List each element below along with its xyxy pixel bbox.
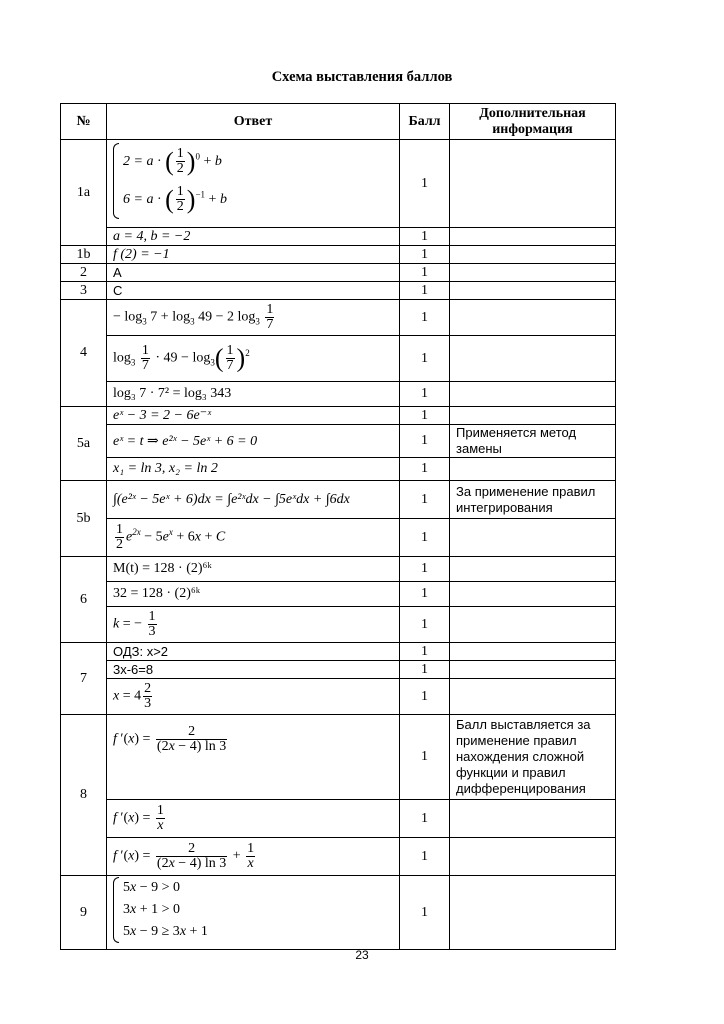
answer-cell: log₃ 7 · 7² = log₃ 343 xyxy=(107,382,400,407)
table-row xyxy=(61,246,616,264)
info-cell xyxy=(450,838,616,876)
header-num: № xyxy=(61,104,107,140)
score-cell: 1 xyxy=(400,643,450,661)
answer-cell: − $\log_3 7 + \log_3 49 - 2$ $\log_3$ $\frac{1}{7}$ xyxy=(107,300,400,336)
info-cell xyxy=(450,336,616,382)
table-row xyxy=(61,661,616,679)
score-cell: 1 xyxy=(400,661,450,679)
info-cell xyxy=(450,800,616,838)
answer-cell: f ′(x) = $\frac{1}{x}$ xyxy=(107,800,400,838)
item-number: 3 xyxy=(61,282,107,300)
score-cell: 1 xyxy=(400,300,450,336)
header-answer: Ответ xyxy=(107,104,400,140)
info-cell xyxy=(450,607,616,643)
score-cell: 1 xyxy=(400,519,450,557)
table-row xyxy=(61,336,616,382)
info-cell xyxy=(450,300,616,336)
item-number: 1b xyxy=(61,246,107,264)
answer-cell: $\frac{1}{2}$ $e^{2x} - 5e^x + 6x + C$ xyxy=(107,519,400,557)
answer-cell: C xyxy=(107,282,400,300)
info-cell xyxy=(450,582,616,607)
info-cell xyxy=(450,557,616,582)
info-cell: Применяется метод замены xyxy=(450,425,616,458)
score-cell: 1 xyxy=(400,336,450,382)
score-cell: 1 xyxy=(400,481,450,519)
info-cell: За применение правил интегрирования xyxy=(450,481,616,519)
table-row xyxy=(61,264,616,282)
item-number: 6 xyxy=(61,557,107,643)
table-row xyxy=(61,800,616,838)
answer-cell: f (2) = −1 xyxy=(107,246,400,264)
table-row xyxy=(61,407,616,425)
answer-cell: eˣ = t ⇒ e²ˣ − 5eˣ + 6 = 0 xyxy=(107,425,400,458)
table-row xyxy=(61,876,616,950)
info-cell xyxy=(450,458,616,481)
score-cell: 1 xyxy=(400,140,450,228)
answer-cell xyxy=(107,876,400,950)
score-cell: 1 xyxy=(400,382,450,407)
page-title: Схема выставления баллов xyxy=(271,69,453,85)
answer-cell: ОДЗ: x>2 xyxy=(107,643,400,661)
score-cell: 1 xyxy=(400,557,450,582)
table-row xyxy=(61,679,616,715)
score-cell: 1 xyxy=(400,838,450,876)
answer-cell: x₁ = ln 3, x₂ = ln 2 xyxy=(107,458,400,481)
table-row xyxy=(61,582,616,607)
item-number: 8 xyxy=(61,715,107,876)
item-number: 5a xyxy=(61,407,107,481)
info-cell xyxy=(450,679,616,715)
info-cell xyxy=(450,140,616,228)
score-cell: 1 xyxy=(400,715,450,800)
info-cell xyxy=(450,282,616,300)
table-row xyxy=(61,715,616,800)
info-cell xyxy=(450,643,616,661)
score-cell: 1 xyxy=(400,282,450,300)
answer-cell: x = 4 $\frac{2}{3}$ xyxy=(107,679,400,715)
info-cell xyxy=(450,519,616,557)
score-cell: 1 xyxy=(400,228,450,246)
table-row xyxy=(61,228,616,246)
answer-cell: A xyxy=(107,264,400,282)
info-cell xyxy=(450,407,616,425)
table-row xyxy=(61,557,616,582)
info-cell xyxy=(450,382,616,407)
table-row xyxy=(61,458,616,481)
answer-cell: 32 = 128 · (2)⁶ᵏ xyxy=(107,582,400,607)
score-cell: 1 xyxy=(400,582,450,607)
header-info: Дополнительная информация xyxy=(450,104,616,140)
equation-system: 2 = a · ( $\frac{1}{2}$ )$^0$ + b 6 = a · ( $\frac{1}{2}$ )$^{-1}$ + b xyxy=(113,143,227,219)
answer-cell: 3x-6=8 xyxy=(107,661,400,679)
answer-cell: k = − $\frac{1}{3}$ xyxy=(107,607,400,643)
info-cell xyxy=(450,876,616,950)
score-cell: 1 xyxy=(400,800,450,838)
table-row xyxy=(61,425,616,458)
answer-cell: $\log_3$ $\frac{1}{7}$ · $49 - \log_3$( $\frac{1}{7}$ )$^2$ xyxy=(107,336,400,382)
item-number: 9 xyxy=(61,876,107,950)
item-number: 1a xyxy=(61,140,107,246)
answer-cell: M(t) = 128 · (2)⁶ᵏ xyxy=(107,557,400,582)
info-cell xyxy=(450,264,616,282)
table-row xyxy=(61,607,616,643)
info-cell xyxy=(450,246,616,264)
item-number: 5b xyxy=(61,481,107,557)
score-cell: 1 xyxy=(400,407,450,425)
score-cell: 1 xyxy=(400,425,450,458)
table-row xyxy=(61,481,616,519)
table-row xyxy=(61,519,616,557)
table-row xyxy=(61,140,616,228)
scoring-table xyxy=(60,103,616,950)
header-row xyxy=(61,104,616,140)
info-cell xyxy=(450,661,616,679)
answer-cell: eˣ − 3 = 2 − 6e⁻ˣ xyxy=(107,407,400,425)
score-cell: 1 xyxy=(400,246,450,264)
answer-cell xyxy=(107,140,400,228)
info-cell xyxy=(450,228,616,246)
item-number: 2 xyxy=(61,264,107,282)
page-number: 23 xyxy=(355,948,369,962)
answer-cell: f ′(x) = $\frac{2}{(2x - 4) \ln 3}$ xyxy=(107,715,400,800)
table-row xyxy=(61,838,616,876)
item-number: 4 xyxy=(61,300,107,407)
info-cell: Балл выставляется за применение правил нахождения сложной функции и правил дифференцирования xyxy=(450,715,616,800)
header-score: Балл xyxy=(400,104,450,140)
table-row xyxy=(61,382,616,407)
score-cell: 1 xyxy=(400,876,450,950)
table-row xyxy=(61,282,616,300)
inequality-system: 5x − 9 > 0 3x + 1 > 0 5x − 9 ≥ 3x + 1 xyxy=(113,877,208,943)
score-cell: 1 xyxy=(400,264,450,282)
answer-cell: ∫(e²ˣ − 5eˣ + 6)dx = ∫e²ˣdx − ∫5eˣdx + ∫6dx xyxy=(107,481,400,519)
score-cell: 1 xyxy=(400,679,450,715)
score-cell: 1 xyxy=(400,607,450,643)
table-row xyxy=(61,643,616,661)
answer-cell: f ′(x) = $\frac{2}{(2x - 4) \ln 3}$ + $\frac{1}{x}$ xyxy=(107,838,400,876)
score-cell: 1 xyxy=(400,458,450,481)
item-number: 7 xyxy=(61,643,107,715)
answer-cell: a = 4, b = −2 xyxy=(107,228,400,246)
table-row xyxy=(61,300,616,336)
